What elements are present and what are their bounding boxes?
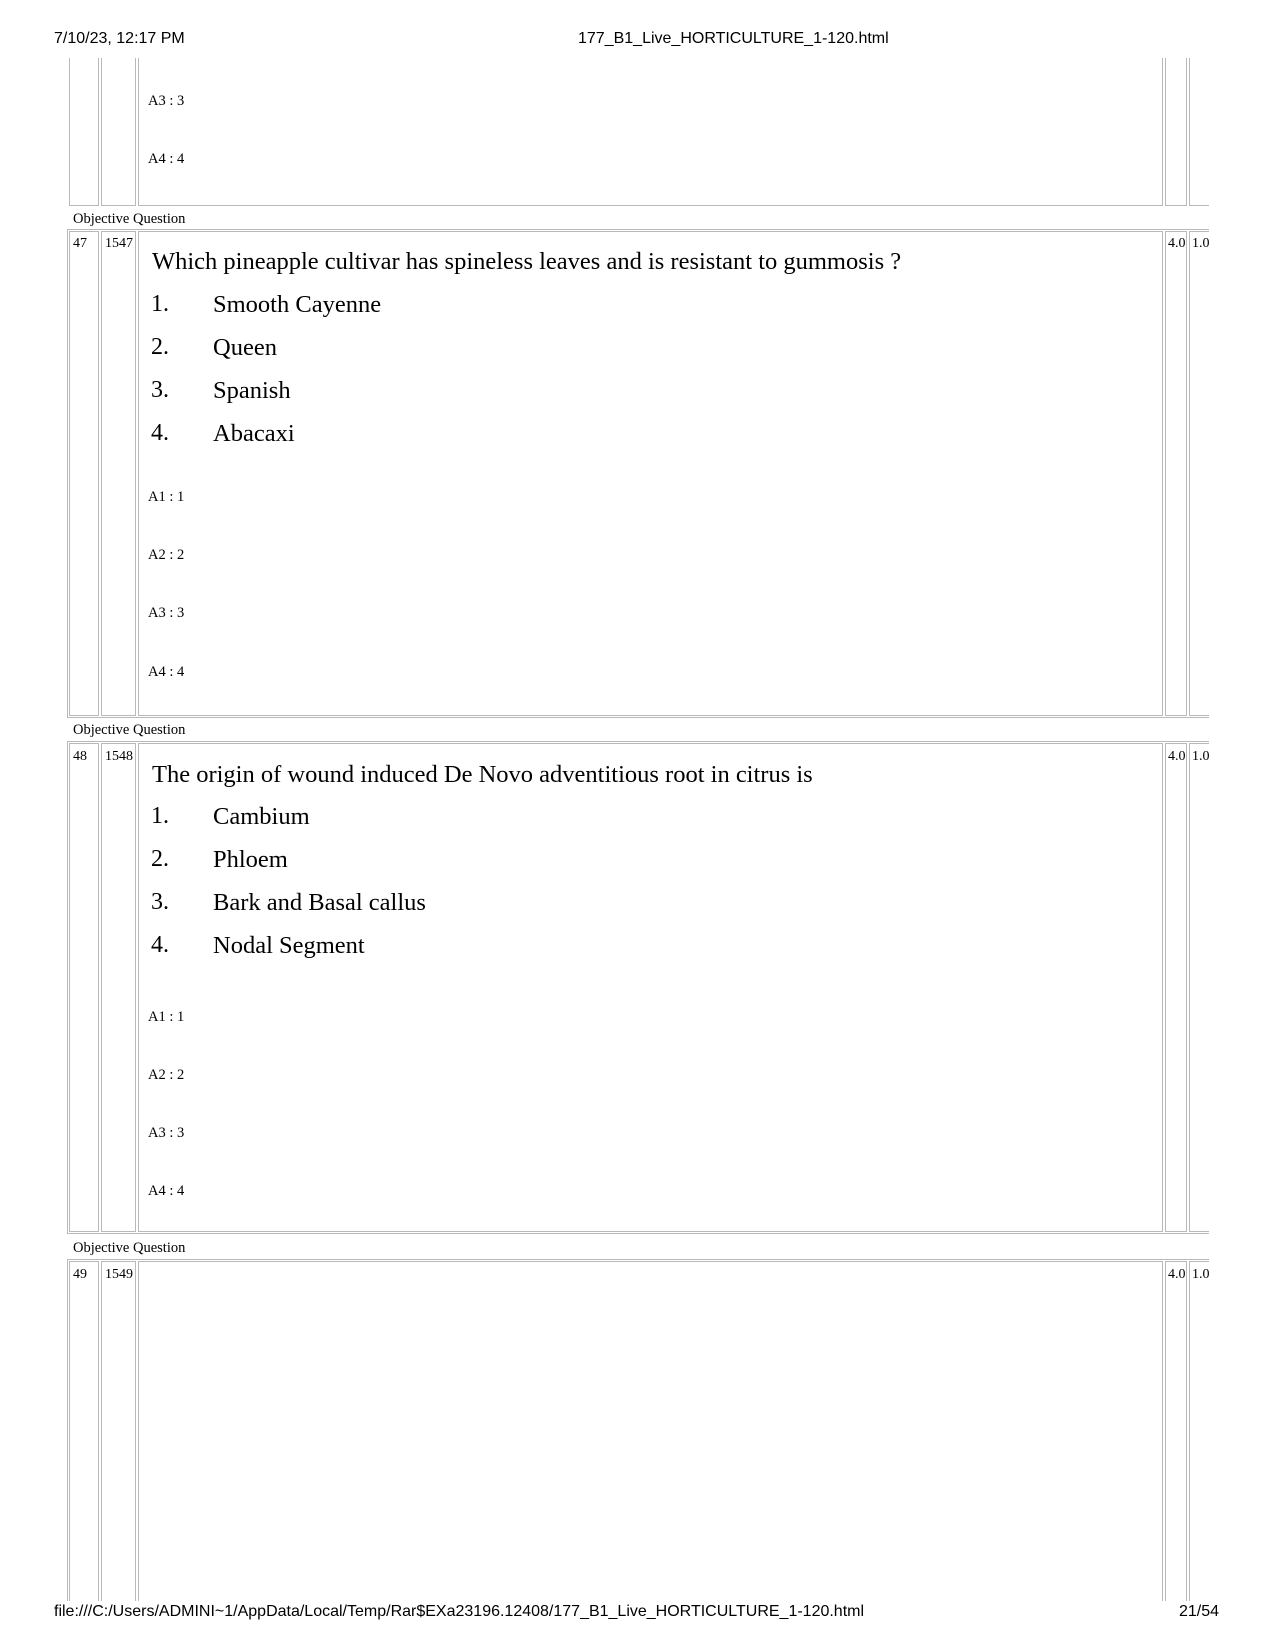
prev-neg-cell [1189,58,1209,206]
section-label: Objective Question [73,722,186,738]
option-text: Bark and Basal callus [213,889,426,916]
marks-value: 4.0 [1168,1267,1186,1282]
option-number: 1. [151,291,169,317]
section-label: Objective Question [73,211,186,227]
prev-marks-cell [1165,58,1187,206]
answer-label: A1 : 1 [148,1009,185,1025]
serial-cell [69,231,99,716]
answer-label: A3 : 3 [148,605,185,621]
marks-value: 4.0 [1168,749,1186,764]
prev-sno-cell [69,58,99,206]
negative-marks-value: 1.0 [1192,1267,1209,1282]
marks-cell [1165,1261,1187,1601]
question-id-cell [101,743,136,1232]
prev-question-cell [138,58,1163,206]
question-text: Which pineapple cultivar has spineless leaves and is resistant to gummosis ? [152,248,902,275]
serial-cell [69,743,99,1232]
question-id: 1548 [105,749,133,764]
prev-qid-cell [101,58,136,206]
option-number: 2. [151,846,169,872]
option-number: 2. [151,334,169,360]
answer-label: A4 : 4 [148,1183,185,1199]
print-doc-title: 177_B1_Live_HORTICULTURE_1-120.html [578,30,889,47]
option-text: Phloem [213,846,288,873]
option-number: 4. [151,420,169,446]
answer-label: A3 : 3 [148,1125,185,1141]
option-text: Abacaxi [213,420,295,447]
option-number: 4. [151,932,169,958]
option-text: Spanish [213,377,291,404]
marks-value: 4.0 [1168,236,1186,251]
serial-number: 47 [73,236,87,251]
answer-label: A4 : 4 [148,151,185,167]
option-number: 3. [151,889,169,915]
negative-marks-cell [1189,743,1209,1232]
serial-number: 48 [73,749,87,764]
option-text: Queen [213,334,277,361]
question-id: 1549 [105,1267,133,1282]
negative-marks-value: 1.0 [1192,749,1209,764]
print-file-path: file:///C:/Users/ADMINI~1/AppData/Local/Temp/Rar$EXa23196.12408/177_B1_Live_HORTICULTURE_1-120.html [54,1603,865,1620]
question-id-cell [101,231,136,716]
answer-label: A1 : 1 [148,489,185,505]
question-text: The origin of wound induced De Novo adventitious root in citrus is [152,761,813,788]
option-number: 1. [151,803,169,829]
answer-label: A4 : 4 [148,664,185,680]
answer-label: A2 : 2 [148,547,185,563]
marks-cell [1165,231,1187,716]
question-content-cell [138,1261,1163,1601]
print-datetime: 7/10/23, 12:17 PM [54,30,185,47]
serial-number: 49 [73,1267,87,1282]
section-label: Objective Question [73,1240,186,1256]
marks-cell [1165,743,1187,1232]
answer-label: A3 : 3 [148,93,185,109]
question-id: 1547 [105,236,133,251]
option-text: Cambium [213,803,310,830]
page-number: 21/54 [1178,1603,1219,1620]
answer-label: A2 : 2 [148,1067,185,1083]
question-id-cell [101,1261,136,1601]
serial-cell [69,1261,99,1601]
negative-marks-cell [1189,1261,1209,1601]
negative-marks-value: 1.0 [1192,236,1209,251]
negative-marks-cell [1189,231,1209,716]
option-text: Nodal Segment [213,932,365,959]
option-text: Smooth Cayenne [213,291,382,318]
option-number: 3. [151,377,169,403]
